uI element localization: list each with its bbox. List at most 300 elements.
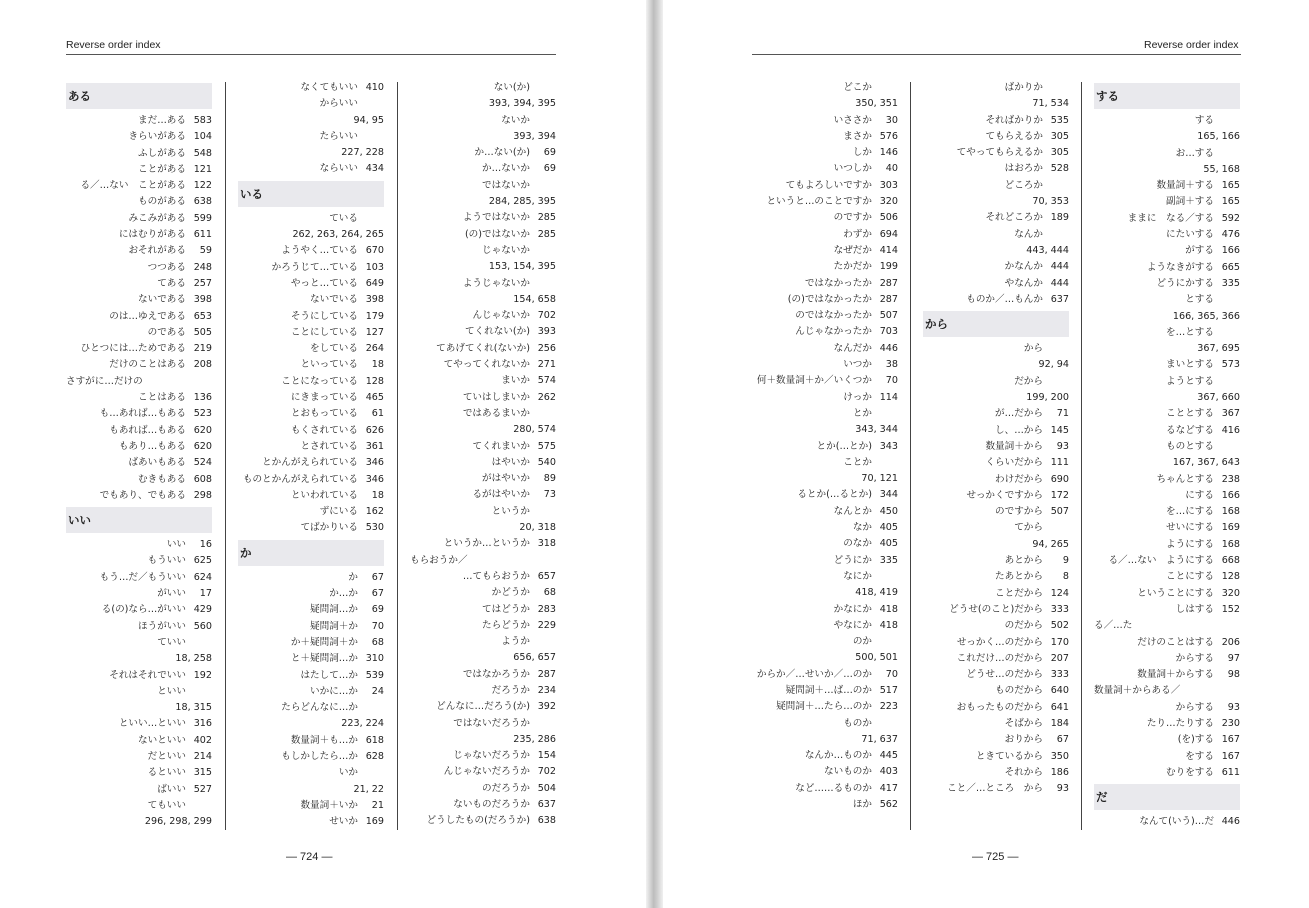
index-entry (238, 586, 384, 602)
entry-page-ref: 611 (1221, 766, 1240, 778)
index-entry (923, 635, 1069, 651)
entry-text: ていい (157, 636, 186, 648)
index-entry (410, 536, 556, 552)
index-entry (66, 798, 212, 814)
entry-text: といわれている (290, 489, 358, 501)
entry-text: ている (329, 212, 358, 224)
index-entry (66, 651, 212, 667)
entry-text: まさか (843, 130, 872, 142)
index-entry (923, 520, 1069, 536)
entry-page-ref: 417 (879, 782, 898, 794)
entry-page-ref: 67 (1056, 734, 1069, 746)
entry-page-ref: 624 (193, 571, 212, 583)
index-entry (752, 194, 898, 210)
entry-text: ではなかろうか (462, 668, 530, 680)
entry-page-ref: 524 (193, 457, 212, 469)
index-entry (66, 733, 212, 749)
entry-page-ref: 649 (365, 277, 384, 289)
entry-page-ref: 93 (1227, 701, 1240, 713)
index-entry (410, 324, 556, 340)
entry-page-ref: 18 (371, 359, 384, 371)
entry-page-ref: 69 (543, 147, 556, 159)
index-entry (752, 324, 898, 340)
index-entry (923, 113, 1069, 129)
entry-page-ref: 234 (537, 684, 556, 696)
index-entry (923, 553, 1069, 569)
index-entry (752, 748, 898, 764)
entry-page-ref: 694 (879, 228, 898, 240)
entry-text: おりから (1004, 734, 1043, 746)
index-entry (238, 455, 384, 471)
entry-text: つつある (147, 261, 186, 273)
entry-page-ref: 104 (193, 131, 212, 143)
entry-page-ref: 653 (193, 310, 212, 322)
entry-page-ref (358, 129, 384, 145)
entry-text: ではなかったか (804, 277, 872, 289)
entry-page-ref: 367 (1221, 408, 1240, 420)
entry-text: かどうか (491, 587, 530, 599)
entry-text: も…あれば…もある (99, 408, 186, 420)
entry-text: ないものだろうか (453, 799, 530, 811)
entry-page-ref: 167, 367, 643 (1172, 457, 1240, 469)
index-entry (752, 683, 898, 699)
index-entry (752, 96, 898, 112)
entry-page-ref: 418 (879, 603, 898, 615)
index-entry (1094, 406, 1240, 422)
entry-text: なんか…ものか (804, 750, 872, 762)
index-entry (238, 357, 384, 373)
entry-page-ref: 30 (885, 114, 898, 126)
entry-text: むきもある (138, 473, 186, 485)
entry-text: をする (1185, 750, 1214, 762)
index-entry (238, 227, 384, 243)
entry-page-ref: 40 (885, 163, 898, 175)
entry-text: どうせ…のだから (966, 669, 1043, 681)
entry-page-ref: 310 (365, 653, 384, 665)
entry-text: だから (1014, 375, 1043, 387)
entry-page-ref: 429 (193, 604, 212, 616)
entry-page-ref: 393, 394 (513, 130, 556, 142)
entry-text: といい (157, 685, 186, 697)
entry-page-ref: 333 (1050, 603, 1069, 615)
entry-text: ようにする (1166, 538, 1214, 550)
index-entry (410, 145, 556, 161)
index-entry (66, 684, 212, 700)
entry-page-ref: 199, 200 (1026, 392, 1069, 404)
index-entry (1094, 260, 1240, 276)
index-entry (923, 129, 1069, 145)
index-entry (238, 341, 384, 357)
index-entry (752, 585, 898, 601)
entry-text: たらいい (319, 130, 358, 142)
entry-text: てあげてくれ(ないか) (436, 342, 530, 354)
entry-page-ref: 280, 574 (513, 424, 556, 436)
index-entry (66, 488, 212, 504)
index-entry (410, 797, 556, 813)
section-heading: か (238, 540, 384, 566)
index-entry (1094, 537, 1240, 553)
index-entry (410, 406, 556, 422)
index-entry (923, 210, 1069, 226)
page-number: — 724 — (286, 851, 333, 863)
entry-text: ばいい (157, 783, 186, 795)
index-entry (66, 782, 212, 798)
index-entry (238, 684, 384, 700)
entry-text: (を)する (1177, 734, 1214, 746)
entry-page-ref (1043, 520, 1069, 536)
entry-page-ref: 665 (1221, 261, 1240, 273)
entry-text: かろうじて…ている (271, 261, 358, 273)
entry-text: ほか (852, 799, 872, 811)
entry-page-ref: 641 (1050, 701, 1069, 713)
entry-page-ref: 18 (371, 489, 384, 501)
entry-text: のだろうか (482, 782, 530, 794)
index-entry (923, 390, 1069, 406)
entry-page-ref: 154 (537, 750, 556, 762)
entry-text: こととする (1166, 408, 1214, 420)
entry-page-ref (1214, 325, 1240, 341)
index-entry (752, 422, 898, 438)
entry-page-ref: 450 (879, 505, 898, 517)
entry-text: とか(…とか) (816, 440, 872, 452)
entry-page-ref: 124 (1050, 587, 1069, 599)
entry-page-ref: 168 (1221, 538, 1240, 550)
index-entry (1094, 276, 1240, 292)
section-heading: いい (66, 507, 212, 533)
entry-page-ref: 264 (365, 343, 384, 355)
index-entry (752, 390, 898, 406)
entry-text: ことがある (138, 163, 186, 175)
entry-page-ref: 618 (365, 734, 384, 746)
entry-text: ことだから (995, 587, 1043, 599)
index-entry (923, 276, 1069, 292)
entry-text: わずか (843, 228, 872, 240)
entry-page-ref: 637 (537, 799, 556, 811)
entry-text: おもったものだから (956, 701, 1043, 713)
index-entry (238, 325, 384, 341)
entry-text: てくれない(か) (464, 326, 530, 338)
index-entry (1094, 423, 1240, 439)
index-entry (238, 733, 384, 749)
index-entry (752, 797, 898, 813)
index-entry (1094, 357, 1240, 373)
entry-page-ref: 206 (1221, 636, 1240, 648)
entry-text: ていはしまいか (462, 391, 530, 403)
entry-text: そればかりか (985, 114, 1043, 126)
entry-text: ことはある (138, 392, 186, 404)
entry-page-ref: 199 (879, 261, 898, 273)
entry-page-ref: 502 (1050, 620, 1069, 632)
entry-text: しか (852, 147, 872, 159)
entry-text: だろうか (491, 684, 530, 696)
entry-page-ref: 21, 22 (353, 783, 384, 795)
entry-page-ref: 152 (1221, 603, 1240, 615)
entry-page-ref: 69 (371, 604, 384, 616)
index-entry (410, 520, 556, 536)
entry-page-ref: 637 (1050, 293, 1069, 305)
entry-page-ref (358, 96, 384, 112)
entry-page-ref: 535 (1050, 114, 1069, 126)
entry-page-ref (1214, 146, 1240, 162)
index-entry (1094, 374, 1240, 390)
index-entry (410, 764, 556, 780)
header-rule (66, 54, 556, 55)
entry-text: にたいする (1166, 229, 1214, 241)
index-entry (410, 683, 556, 699)
entry-page-ref: 167 (1221, 734, 1240, 746)
entry-text: それはそれでいい (109, 669, 186, 681)
index-entry (238, 700, 384, 716)
entry-page-ref: 434 (365, 163, 384, 175)
entry-page-ref: 320 (879, 196, 898, 208)
index-entry (752, 520, 898, 536)
entry-page-ref: 343, 344 (855, 424, 898, 436)
index-entry (66, 668, 212, 684)
index-entry (1094, 113, 1240, 129)
entry-page-ref (1214, 292, 1240, 308)
index-entry (752, 487, 898, 503)
index-entry (752, 259, 898, 275)
index-entry (1094, 194, 1240, 210)
index-entry (752, 129, 898, 145)
entry-page-ref: 517 (879, 684, 898, 696)
entry-page-ref: 287 (879, 293, 898, 305)
index-entry (410, 276, 556, 292)
index-entry (1094, 439, 1240, 455)
entry-page-ref: 238 (1221, 473, 1240, 485)
index-entry (66, 129, 212, 145)
entry-text: るといい (147, 767, 186, 779)
index-entry (66, 570, 212, 586)
entry-page-ref: 523 (193, 408, 212, 420)
entry-text: 副詞＋する (1166, 196, 1214, 208)
entry-page-ref: 562 (879, 799, 898, 811)
index-entry (66, 716, 212, 732)
entry-text: ずにいる (319, 506, 358, 518)
index-entry (66, 537, 212, 553)
entry-text: 数量詞＋からする (1137, 669, 1214, 681)
entry-text: ようではないか (462, 212, 530, 224)
entry-page-ref: 20, 318 (519, 522, 556, 534)
index-entry (923, 504, 1069, 520)
entry-text: る／…ない ようにする (1108, 555, 1214, 567)
entry-page-ref: 166, 365, 366 (1172, 310, 1240, 322)
index-entry (1094, 667, 1240, 683)
entry-page-ref: 576 (879, 130, 898, 142)
index-entry (1094, 716, 1240, 732)
entry-text: というと…のことですか (766, 196, 872, 208)
entry-text: だけのことはする (1137, 636, 1214, 648)
entry-page-ref: 343 (879, 440, 898, 452)
entry-text: 数量詞＋する (1156, 180, 1214, 192)
entry-page-ref: 702 (537, 766, 556, 778)
entry-page-ref: 505 (193, 326, 212, 338)
entry-text: やなにか (833, 619, 872, 631)
index-entry (66, 357, 212, 373)
entry-page-ref: 127 (365, 326, 384, 338)
entry-text: しはする (1175, 603, 1214, 615)
entry-text: るなどする (1166, 424, 1214, 436)
entry-page-ref: 403 (879, 766, 898, 778)
entry-text: ようとする (1166, 375, 1214, 387)
entry-page-ref: 500, 501 (855, 652, 898, 664)
entry-page-ref: 70 (371, 620, 384, 632)
entry-page-ref: 165 (1221, 196, 1240, 208)
entry-text: ようじゃないか (462, 277, 530, 289)
entry-page-ref: 504 (537, 782, 556, 794)
entry-text: し、…から (995, 424, 1043, 436)
entry-text: もくされている (290, 424, 358, 436)
entry-text: のか (852, 636, 872, 648)
entry-page-ref (530, 504, 556, 520)
index-entry (1094, 488, 1240, 504)
index-entry (410, 569, 556, 585)
entry-page-ref (872, 569, 898, 585)
entry-text: ないである (138, 294, 186, 306)
entry-text: ならいい (319, 163, 358, 175)
entry-text: いつか (843, 359, 872, 371)
index-entry (923, 243, 1069, 259)
index-entry (410, 308, 556, 324)
index-entry (410, 471, 556, 487)
index-entry (238, 749, 384, 765)
entry-page-ref: 67 (371, 571, 384, 583)
entry-text: ことにしている (290, 326, 358, 338)
entry-text: るがはやいか (472, 489, 530, 501)
index-entry (238, 406, 384, 422)
entry-page-ref: 121 (193, 163, 212, 175)
index-entry (410, 243, 556, 259)
entry-text: ことになっている (281, 375, 358, 387)
entry-page-ref: 154, 658 (513, 293, 556, 305)
entry-page-ref (872, 455, 898, 471)
index-entry (752, 634, 898, 650)
index-entry-prefix (66, 374, 212, 390)
entry-text: なんだか (833, 342, 872, 354)
entry-page-ref (186, 635, 212, 651)
entry-page-ref: 262 (537, 391, 556, 403)
entry-page-ref: 446 (879, 342, 898, 354)
index-entry (752, 80, 898, 96)
entry-page-ref: 287 (537, 668, 556, 680)
entry-page-ref: 506 (879, 212, 898, 224)
entry-page-ref: 296, 298, 299 (144, 816, 212, 828)
entry-text: なくてもいい (300, 82, 358, 93)
entry-page-ref: 574 (537, 375, 556, 387)
entry-text: もあり…もある (118, 440, 186, 452)
index-entry (410, 813, 556, 829)
entry-text: まいか (501, 375, 530, 387)
index-entry (238, 765, 384, 781)
entry-page-ref: 70 (885, 668, 898, 680)
entry-text: はやいか (491, 456, 530, 468)
index-entry (410, 634, 556, 650)
entry-text: もあれば…もある (109, 424, 186, 436)
index-entry (752, 699, 898, 715)
entry-text: する (1194, 115, 1214, 126)
entry-page-ref (186, 798, 212, 814)
index-entry (66, 325, 212, 341)
index-entry (923, 259, 1069, 275)
entry-page-ref: 256 (537, 342, 556, 354)
index-entry (410, 699, 556, 715)
entry-page-ref: 405 (879, 538, 898, 550)
entry-page-ref: 24 (371, 685, 384, 697)
entry-text: てばかりいる (300, 522, 358, 534)
index-entry (923, 716, 1069, 732)
entry-page-ref (872, 634, 898, 650)
index-entry (1094, 732, 1240, 748)
index-entry (1094, 162, 1240, 178)
entry-text: ないでいる (310, 294, 358, 306)
index-entry (923, 781, 1069, 797)
index-entry (66, 243, 212, 259)
index-entry (66, 194, 212, 210)
entry-page-ref: 73 (543, 489, 556, 501)
index-entry (410, 781, 556, 797)
entry-text: というか…というか (443, 538, 530, 550)
entry-page-ref: 283 (537, 603, 556, 615)
entry-page-ref: 223 (879, 701, 898, 713)
index-entry (1094, 325, 1240, 341)
index-entry (923, 357, 1069, 373)
index-entry (923, 227, 1069, 243)
entry-text: (の)ではなかったか (787, 293, 872, 305)
entry-text: を…とする (1166, 326, 1214, 338)
entry-page-ref: 465 (365, 392, 384, 404)
entry-text: かなにか (833, 603, 872, 615)
index-entry (238, 782, 384, 798)
index-column (923, 80, 1069, 797)
entry-text: のだから (1004, 620, 1043, 632)
entry-text: からする (1175, 701, 1214, 713)
entry-text: どうにか (833, 554, 872, 566)
entry-text: もう…だ／もういい (99, 571, 186, 583)
entry-text: にきまっている (290, 392, 358, 404)
entry-page-ref: 287 (879, 277, 898, 289)
entry-text: せっかくですから (966, 489, 1043, 501)
entry-text: 数量詞＋から (985, 440, 1043, 452)
entry-text: を…にする (1166, 506, 1214, 518)
entry-page-ref: 418, 419 (855, 587, 898, 599)
index-entry (410, 602, 556, 618)
entry-page-ref: 38 (885, 359, 898, 371)
index-entry (410, 357, 556, 373)
entry-page-ref: 398 (365, 294, 384, 306)
index-entry (752, 292, 898, 308)
index-entry (238, 80, 384, 96)
index-entry (66, 406, 212, 422)
index-entry (923, 455, 1069, 471)
index-entry (66, 455, 212, 471)
index-entry (238, 309, 384, 325)
entry-text: けっか (843, 391, 872, 403)
entry-page-ref: 305 (1050, 130, 1069, 142)
index-entry (923, 651, 1069, 667)
index-entry (752, 602, 898, 618)
entry-text: か (348, 571, 358, 583)
section-heading: から (923, 311, 1069, 337)
index-entry (238, 129, 384, 145)
entry-page-ref: 361 (365, 440, 384, 452)
entry-page-ref: 445 (879, 750, 898, 762)
index-entry (66, 586, 212, 602)
index-entry (66, 227, 212, 243)
entry-text: わけだから (995, 473, 1043, 485)
entry-text: か…ないか (482, 163, 530, 175)
entry-text: それどころか (985, 212, 1043, 224)
entry-page-ref: 18, 258 (175, 653, 212, 665)
